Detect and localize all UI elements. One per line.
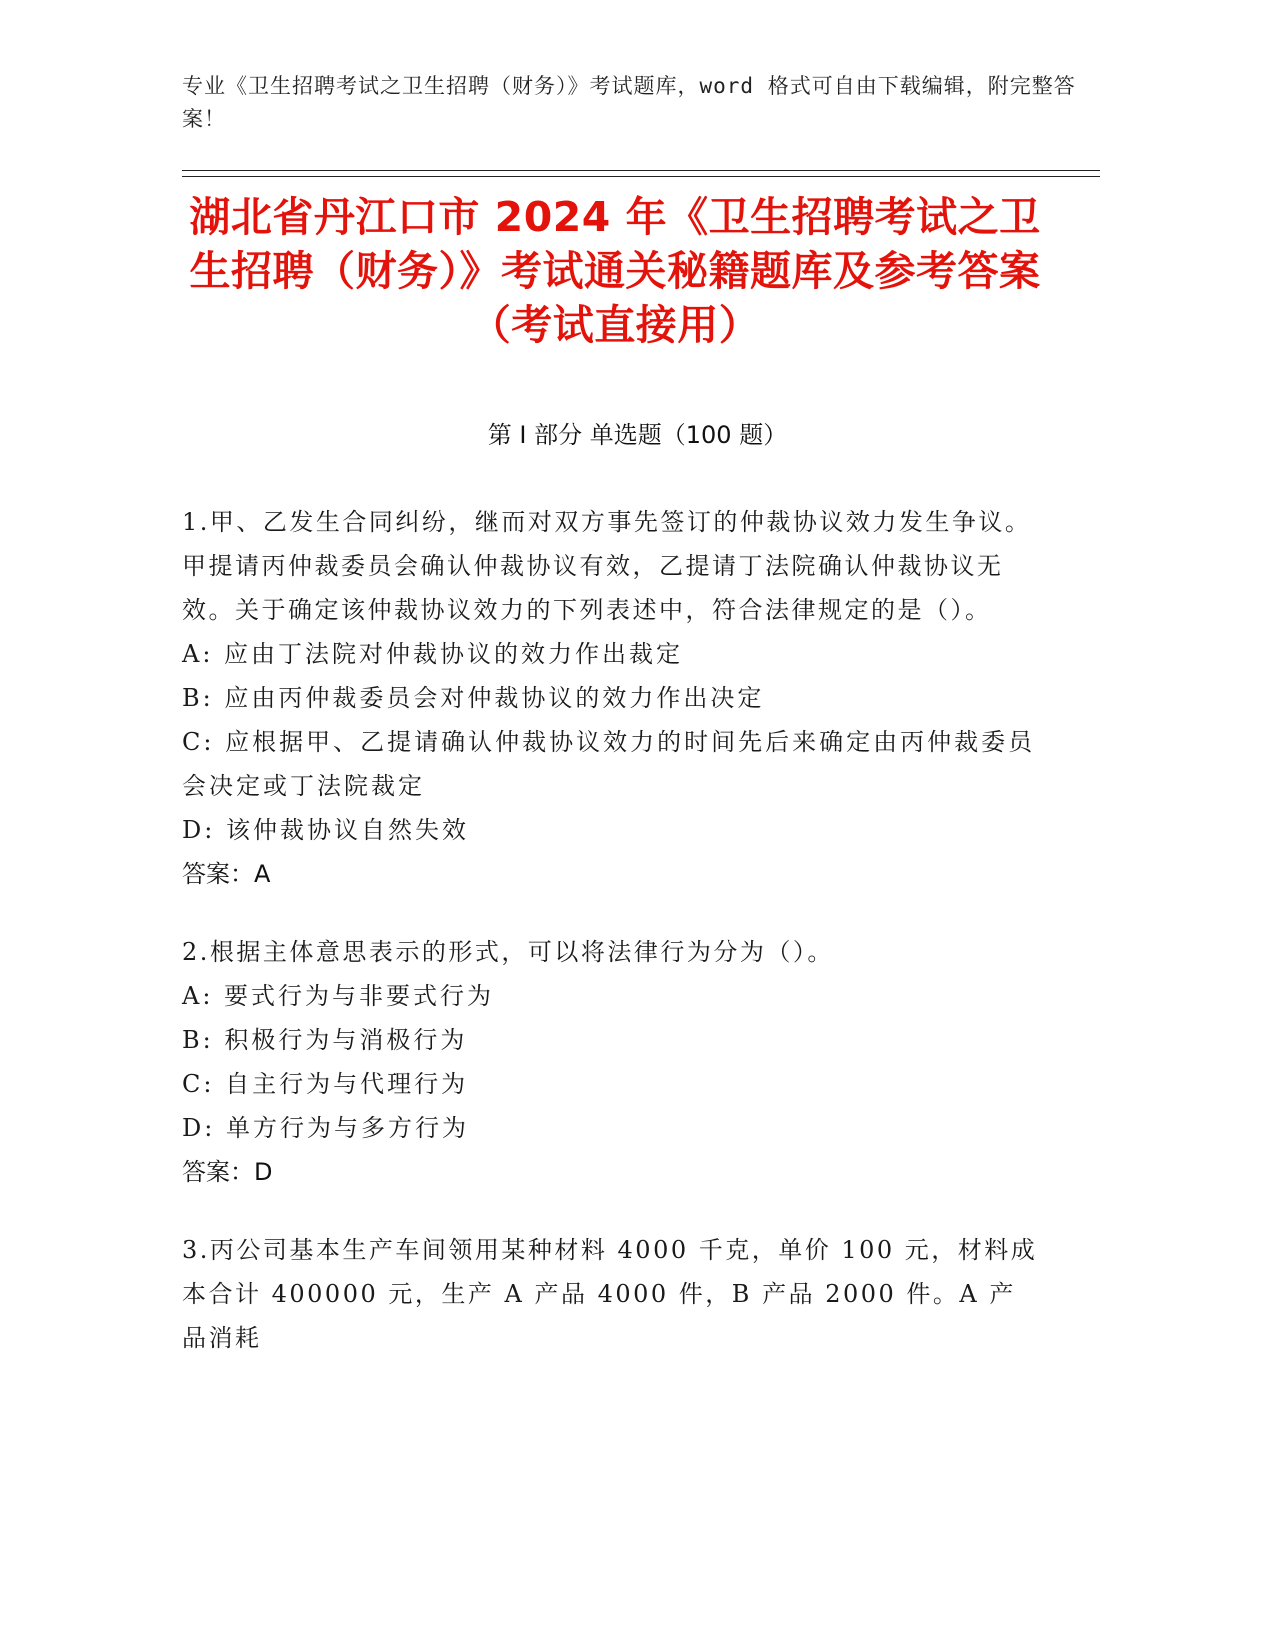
answer-line: 答案：D — [182, 1158, 273, 1186]
header-divider-top — [182, 170, 1100, 171]
question-1 — [182, 500, 1042, 896]
option-c: C: 自主行为与代理行为 — [182, 1070, 469, 1098]
question-3 — [182, 1228, 1042, 1360]
header-note: 专业《卫生招聘考试之卫生招聘（财务）》考试题库，word 格式可自由下载编辑，附完整答案！ — [182, 74, 1076, 131]
option-c: C: 应根据甲、乙提请确认仲裁协议效力的时间先后来确定由丙仲裁委员会决定或丁法院裁定 — [182, 728, 1036, 800]
option-b: B: 积极行为与消极行为 — [182, 1026, 468, 1054]
option-d: D: 单方行为与多方行为 — [182, 1114, 469, 1142]
option-a: A: 应由丁法院对仲裁协议的效力作出裁定 — [182, 640, 684, 668]
question-text: 1.甲、乙发生合同纠纷，继而对双方事先签订的仲裁协议效力发生争议。甲提请丙仲裁委员会确认仲裁协议有效，乙提请丁法院确认仲裁协议无效。关于确定该仲裁协议效力的下列表述中，符合法律规定的是（）。 — [182, 508, 1032, 624]
question-2 — [182, 930, 1042, 1194]
option-b: B: 应由丙仲裁委员会对仲裁协议的效力作出决定 — [182, 684, 765, 712]
option-a: A: 要式行为与非要式行为 — [182, 982, 495, 1010]
page-title: 湖北省丹江口市 2024 年《卫生招聘考试之卫生招聘（财务）》考试通关秘籍题库及参考答案（考试直接用） — [189, 193, 1041, 349]
header-divider-bottom — [182, 176, 1100, 177]
section-heading: 第 I 部分 单选题（100 题） — [487, 421, 788, 449]
answer-line: 答案：A — [182, 860, 271, 888]
question-text: 3.丙公司基本生产车间领用某种材料 4000 千克，单价 100 元，材料成本合计 400000 元，生产 A 产品 4000 件，B 产品 2000 件。A 产品消耗 — [182, 1236, 1038, 1352]
option-d: D: 该仲裁协议自然失效 — [182, 816, 469, 844]
question-list — [182, 500, 1042, 1394]
question-text: 2.根据主体意思表示的形式，可以将法律行为分为（）。 — [182, 938, 834, 966]
